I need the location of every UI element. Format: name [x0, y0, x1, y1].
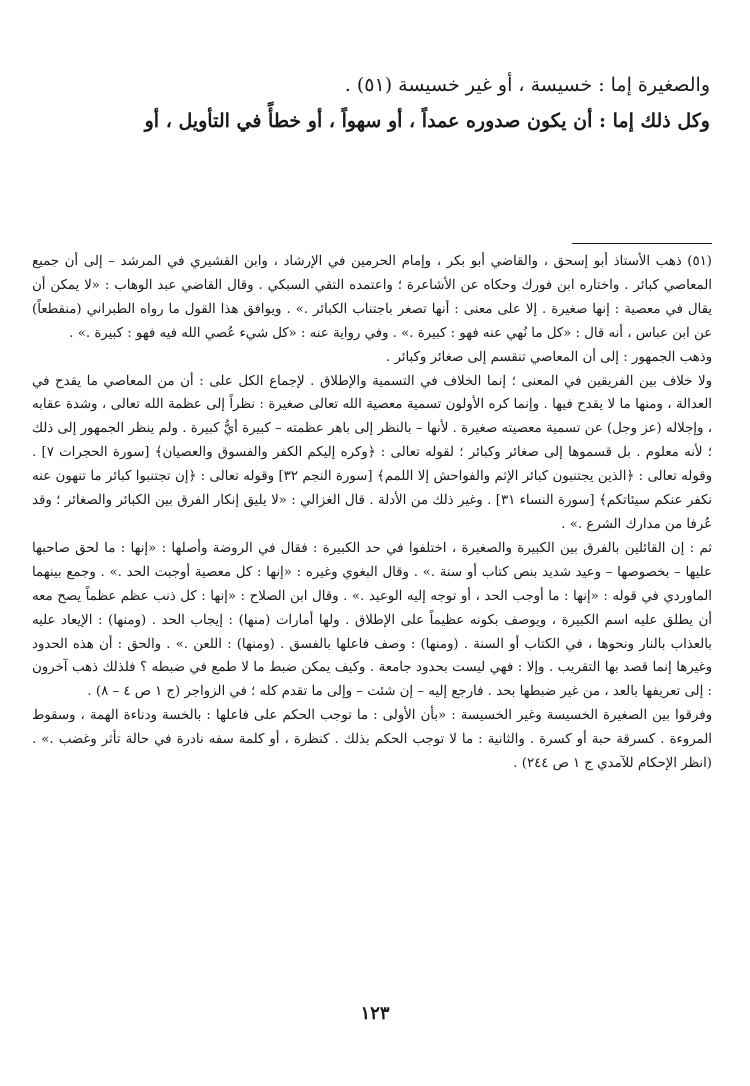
footnote-paragraph: وذهب الجمهور : إلى أن المعاصي تنقسم إلى صغائر وكبائر . [385, 349, 712, 365]
main-text-line: والصغيرة إما : خسيسة ، أو غير خسيسة (٥١) . [344, 74, 710, 96]
footnote-paragraph: وفرقوا بين الصغيرة الخسيسة وغير الخسيسة : «بأن الأولى : ما توجب الحكم على فاعلها : بالخسة ودناءة الهمة ، وسقوط المروءة . كسرقة حبة أو كسرة . والثانية : ما لا توجب الحكم بذلك . كنظرة ، أو كلمة سفه نادرة في حالة تأثر وغضب .» . (انظر الإحكام للآمدي ج ١ ص ٢٤٤) . [32, 708, 712, 772]
main-text-line: وكل ذلك إما : أن يكون صدوره عمداً ، أو سهواً ، أو خطأً في التأويل ، أو [144, 110, 710, 132]
main-text [60, 67, 710, 139]
footnote-block [32, 250, 712, 776]
page-number: ١٢٣ [360, 1003, 390, 1024]
footnote-paragraph: ولا خلاف بين الفريقين في المعنى ؛ إنما الخلاف في التسمية والإطلاق . لإجماع الكل على : أن من المعاصي ما يقدح في العدالة ، ومنها ما لا يقدح فيها . وإنما كره الأولون تسمية معصية الله تعالى صغيرة : نظراً إلى عظمة الله تعالى ، وشدة عقابه ، وإجلاله (عز وجل) عن تسمية معصيته صغيرة . لأنها – بالنظر إلى باهر عظمته – كبيرة أيُّ كبيرة . ولم ينظر الجمهور إلى ذلك ؛ لأنه معلوم . بل قسموها إلى صغائر وكبائر ؛ لقوله تعالى : ﴿وكره إليكم الكفر والفسوق والعصيان﴾ [سورة الحجرات ٧] . وقوله تعالى : ﴿الذين يجتنبون كبائر الإثم والفواحش إلا اللمم﴾ [سورة النجم ٣٢] وقوله تعالى : ﴿إن تجتنبوا كبائر ما تنهون عنه نكفر عنكم سيئاتكم﴾ [سورة النساء ٣١] . وغير ذلك من الأدلة . قال الغزالي : «لا يليق إنكار الفرق بين الكبائر والصغائر ؛ وقد عُرفا من مدارك الشرع .» . [32, 373, 712, 532]
footnote-paragraph: ثم : إن القائلين بالفرق بين الكبيرة والصغيرة ، اختلفوا في حد الكبيرة : فقال في الروضة وأصلها : «إنها : ما لحق صاحبها عليها – بخصوصها – وعيد شديد بنص كتاب أو سنة .» . وقال البغوي وغيره : «إنها : كل معصية أوجبت الحد .» . وجمع بينهما الماوردي في قوله : «إنها : ما أوجب الحد ، أو توجه إليه الوعيد .» . وقال ابن الصلاح : «إنها : كل ذنب عظم عظماً يصح معه أن يطلق عليه اسم الكبيرة ، ويوصف بكونه عظيماً على الإطلاق . ولها أمارات (منها) : إيجاب الحد . (ومنها) : الإيعاد عليه بالعذاب بالنار ونحوها ، في الكتاب أو السنة . (ومنها) : وصف فاعلها بالفسق . (ومنها) : اللعن .» . والحق : أن هذه الحدود وغيرها إنما قصد بها التقريب . وإلا : فهي ليست بحدود جامعة . وكيف يمكن ضبط ما لا طمع في ضبطه ؟ فلذلك ذهب آخرون : إلى تعريفها بالعد ، من غير ضبطها بحد . فارجع إليه – إن شئت – وإلى ما تقدم كله ؛ في الزواجر (ج ١ ص ٤ – ٨) . [32, 540, 712, 700]
footnote-separator [572, 243, 712, 244]
footnote-paragraph: (٥١) ذهب الأستاذ أبو إسحق ، والقاضي أبو بكر ، وإمام الحرمين في الإرشاد ، وابن القشيري في المرشد – إلى أن جميع المعاصي كبائر . واختاره ابن فورك وحكاه عن الأشاعرة ؛ واعتمده التقي السبكي . وقال القاضي عبد الوهاب : «لا يمكن أن يقال في معصية : إنها صغيرة . إلا على معنى : أنها تصغر باجتناب الكبائر .» . ويوافق هذا القول ما رواه الطبراني (منقطعاً) عن ابن عباس ، أنه قال : «كل ما نُهي عنه فهو : كبيرة .» . وفي رواية عنه : «كل شيء عُصي الله فيه فهو : كبيرة .» . [32, 254, 712, 341]
